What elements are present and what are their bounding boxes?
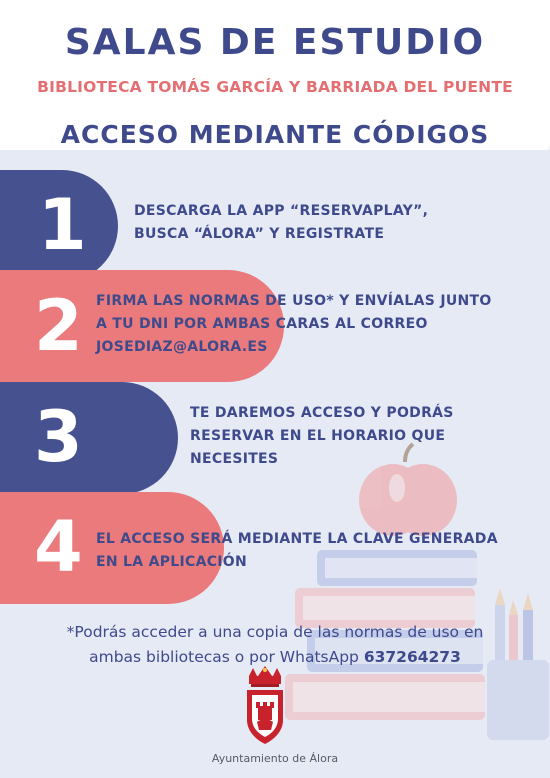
whatsapp-number[interactable]: 637264273 [363, 648, 461, 666]
step-2-line-2: A TU DNI POR AMBAS CARAS AL CORREO [96, 316, 428, 332]
step-1-text [134, 200, 428, 246]
footnote [10, 620, 540, 670]
step-3-line-1: TE DAREMOS ACCESO Y PODRÁS [190, 405, 454, 421]
step-3-line-3: NECESITES [190, 451, 279, 467]
footer-organization: Ayuntamiento de Álora [211, 752, 339, 765]
step-3-pill [0, 382, 178, 494]
books-apple-illustration [255, 440, 550, 740]
step-3-text [190, 402, 454, 471]
step-2-number: 2 [34, 285, 83, 367]
page-subtitle: BIBLIOTECA TOMÁS GARCÍA Y BARRIADA DEL PUENTE [37, 78, 513, 96]
step-3-line-2: RESERVAR EN EL HORARIO QUE [190, 428, 446, 444]
page-title: SALAS DE ESTUDIO [64, 22, 486, 63]
step-4-number: 4 [34, 506, 83, 588]
step-4-line-1: EL ACCESO SERÁ MEDIANTE LA CLAVE GENERADA [96, 531, 498, 547]
section-heading: ACCESO MEDIANTE CÓDIGOS [60, 120, 490, 149]
step-2-text [96, 290, 492, 359]
step-1-number: 1 [38, 184, 87, 266]
step-1-line-2: BUSCA “ÁLORA” Y REGISTRATE [134, 226, 385, 242]
step-2-line-3: JOSEDIAZ@ALORA.ES [96, 339, 268, 355]
step-4-text [96, 528, 498, 574]
step-1-line-1: DESCARGA LA APP “RESERVAPLAY”, [134, 203, 429, 219]
step-3-number: 3 [34, 396, 83, 478]
footnote-line-1: *Podrás acceder a una copia de las normas de uso en [66, 623, 484, 641]
footnote-line-2: ambas bibliotecas o por WhatsApp [89, 648, 364, 666]
step-4-line-2: EN LA APLICACIÓN [96, 554, 248, 570]
step-2-line-1: FIRMA LAS NORMAS DE USO* Y ENVÍALAS JUNTO [96, 293, 492, 309]
coat-of-arms-icon [243, 666, 287, 746]
